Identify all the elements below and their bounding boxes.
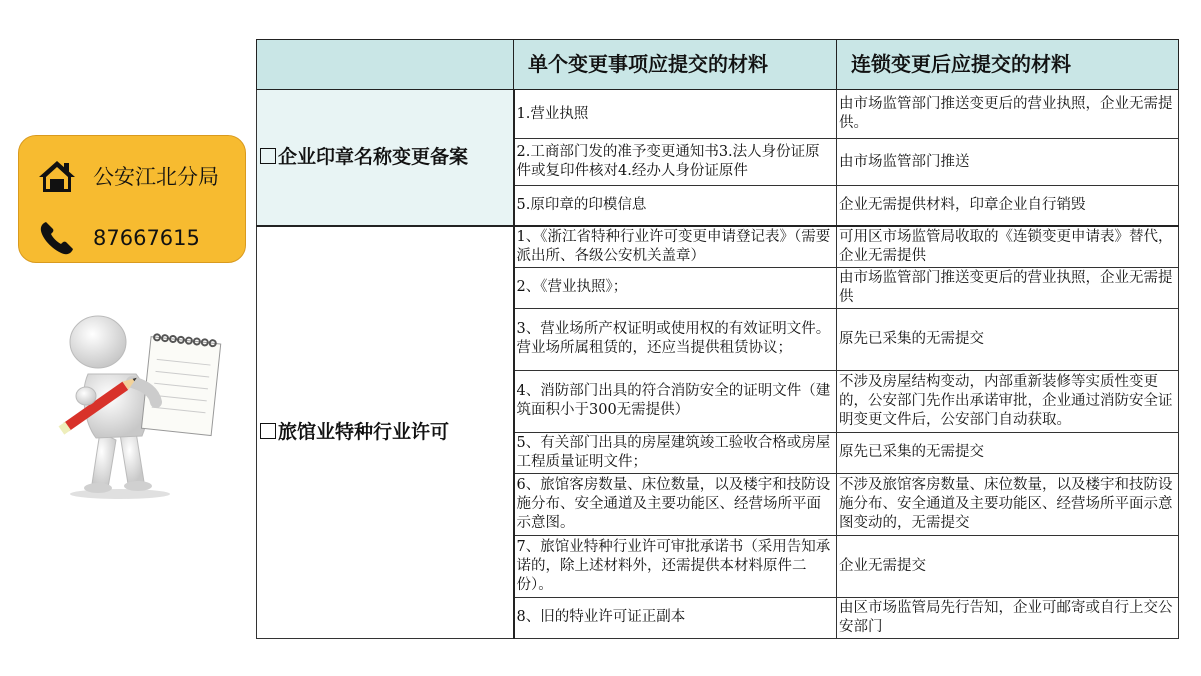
- chain-material-cell: 由市场监管部门推送变更后的营业执照，企业无需提供: [837, 267, 1179, 308]
- chain-material-cell: 企业无需提供材料，印章企业自行销毁: [837, 186, 1179, 226]
- chain-material-cell: 由市场监管部门推送: [837, 139, 1179, 186]
- single-material-cell: 7、旅馆业特种行业许可审批承诺书（采用告知承诺的，除上述材料外，还需提供本材料原件二份）。: [514, 535, 837, 597]
- table-header-row: [257, 40, 1179, 90]
- table-row: [257, 90, 1179, 139]
- phone-row: [37, 218, 200, 258]
- single-material-cell: 1.营业执照: [514, 90, 837, 139]
- category-cell-hotel: 旅馆业特种行业许可: [257, 226, 514, 639]
- chain-material-cell: 原先已采集的无需提交: [837, 308, 1179, 370]
- chain-material-cell: 不涉及房屋结构变动，内部重新装修等实质性变更的，公安部门先作出承诺审批，企业通过消防安全证明变更文件后，公安部门自动获取。: [837, 370, 1179, 432]
- chain-material-cell: 原先已采集的无需提交: [837, 432, 1179, 473]
- checkbox-icon: [260, 148, 276, 164]
- single-material-cell: 2、《营业执照》；: [514, 267, 837, 308]
- header-chain-materials: 连锁变更后应提交的材料: [837, 40, 1179, 90]
- chain-material-cell: 可用区市场监管局收取的《连锁变更申请表》替代，企业无需提供: [837, 226, 1179, 268]
- chain-material-cell: 由市场监管部门推送变更后的营业执照，企业无需提供。: [837, 90, 1179, 139]
- home-icon: [37, 156, 77, 196]
- single-material-cell: 2.工商部门发的准予变更通知书3.法人身份证原件或复印件核对4.经办人身份证原件: [514, 139, 837, 186]
- single-material-cell: 3、营业场所产权证明或使用权的有效证明文件。营业场所属租赁的，还应当提供租赁协议；: [514, 308, 837, 370]
- single-material-cell: 6、旅馆客房数量、床位数量，以及楼宇和技防设施分布、安全通道及主要功能区、经营场所平面示意图。: [514, 473, 837, 535]
- single-material-cell: 4、消防部门出具的符合消防安全的证明文件（建筑面积小于300无需提供）: [514, 370, 837, 432]
- contact-card: [18, 135, 246, 263]
- phone-number: 87667615: [93, 226, 200, 250]
- header-single-materials: 单个变更事项应提交的材料: [514, 40, 837, 90]
- single-material-cell: 5、有关部门出具的房屋建筑竣工验收合格或房屋工程质量证明文件；: [514, 432, 837, 473]
- single-material-cell: 1、《浙江省特种行业许可变更申请登记表》（需要派出所、各级公安机关盖章）: [514, 226, 837, 268]
- checkbox-icon: [260, 423, 276, 439]
- single-material-cell: 5.原印章的印模信息: [514, 186, 837, 226]
- chain-material-cell: 企业无需提交: [837, 535, 1179, 597]
- single-material-cell: 8、旧的特业许可证正副本: [514, 597, 837, 638]
- header-category: [257, 40, 514, 90]
- person-with-notepad-illustration: [50, 312, 230, 502]
- chain-material-cell: 不涉及旅馆客房数量、床位数量，以及楼宇和技防设施分布、安全通道及主要功能区、经营场所平面示意图变动的，无需提交: [837, 473, 1179, 535]
- phone-icon: [37, 218, 77, 258]
- chain-material-cell: 由区市场监管局先行告知，企业可邮寄或自行上交公安部门: [837, 597, 1179, 638]
- office-name: 公安江北分局: [93, 165, 219, 189]
- office-row: [37, 156, 219, 196]
- materials-table: [256, 39, 1179, 639]
- category-cell-seal: 企业印章名称变更备案: [257, 90, 514, 226]
- table-row: [257, 226, 1179, 268]
